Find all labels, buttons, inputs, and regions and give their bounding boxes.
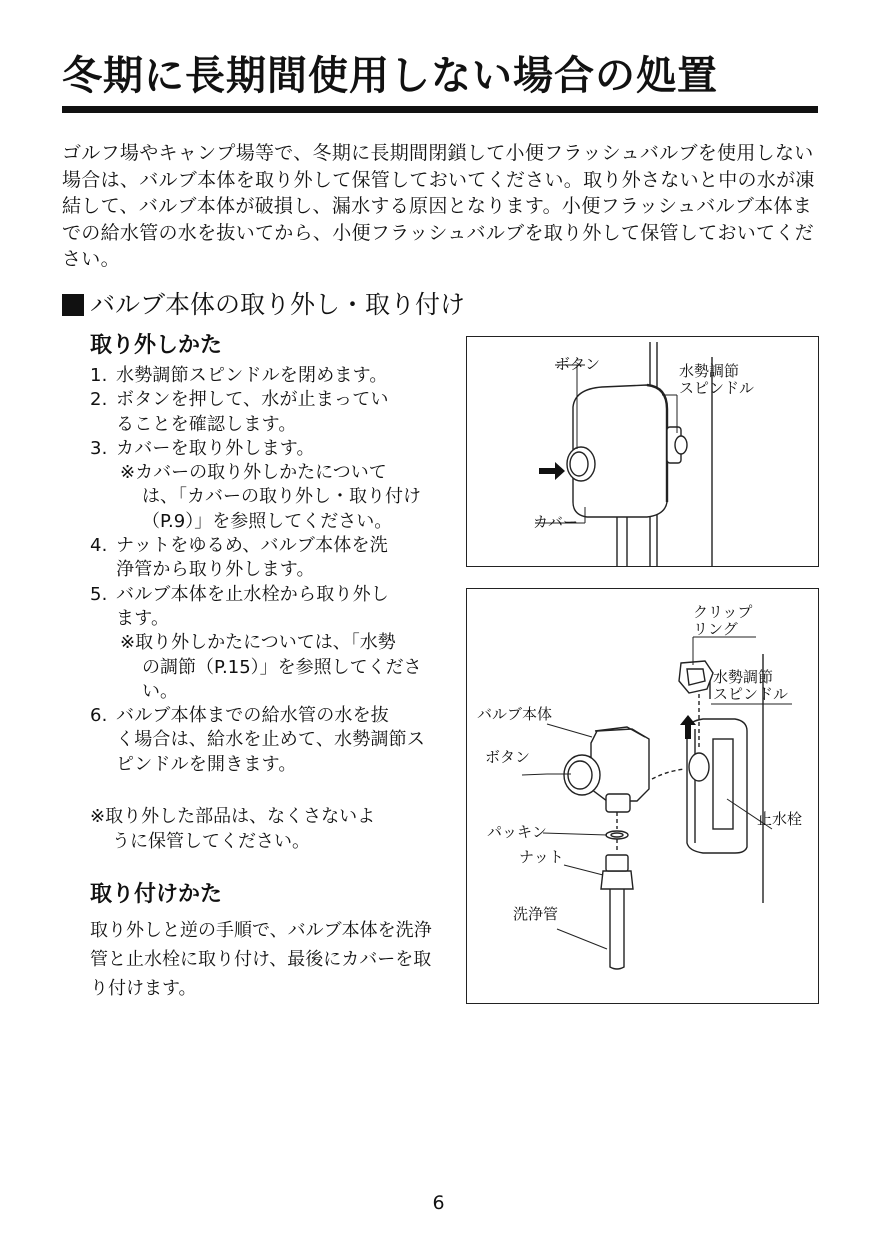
step-6: 6. バルブ本体までの給水管の水を抜 く場合は、給水を止めて、水勢調節スピンドルを開きます。 (90, 705, 426, 775)
step-4: 4. ナットをゆるめ、バルブ本体を洗 浄管から取り外します。 (90, 535, 388, 581)
step-3: 3. カバーを取り外します。 (90, 437, 315, 459)
label-valve-body: バルブ本体 (477, 705, 553, 723)
label-stop-valve: 止水栓 (757, 810, 803, 828)
page-number: 6 (432, 1192, 445, 1214)
label-flush-pipe: 洗浄管 (513, 905, 559, 923)
figure-valve-cover (466, 336, 819, 567)
label-clip-ring: クリップ リング (693, 603, 753, 638)
label-button: ボタン (555, 355, 601, 373)
step-1: 1. 水勢調節スピンドルを閉めます。 (90, 365, 388, 386)
page-title: 冬期に長期間使用しない場合の処置 (62, 53, 718, 99)
removal-steps (90, 364, 440, 777)
step-3-note: ※カバーの取り外しかたについて は、「カバーの取り外し・取り付け（P.9）」を参照してください。 (120, 462, 421, 532)
section-heading-text: バルブ本体の取り外し・取り付け (90, 290, 466, 319)
label-nut: ナット (519, 848, 564, 866)
install-heading: 取り付けかた (90, 882, 223, 907)
figure-exploded-view (466, 588, 819, 1004)
section-heading (62, 288, 465, 322)
valve-cover-illustration (467, 337, 818, 566)
label-packing: パッキン (487, 823, 547, 841)
label-spindle: 水勢調節 スピンドル (713, 668, 789, 703)
title-underline (62, 106, 818, 113)
intro-paragraph: ゴルフ場やキャンプ場等で、冬期に長期間閉鎖して小便フラッシュバルブを使用しない場合は、バルブ本体を取り外して保管しておいてください。取り外さないと中の水が凍結して、バルブ本体が破損し、漏水する原因となります。小便フラッシュバルブ本体までの給水管の水を抜いてから、小便フラッシュバルブを取り外して保管しておいてください。 (62, 142, 815, 270)
exploded-view-illustration (467, 589, 818, 1003)
black-square-icon (62, 294, 84, 316)
label-spindle: 水勢調節 スピンドル (679, 362, 755, 397)
storage-note: ※取り外した部品は、なくさないよ うに保管してください。 (90, 806, 376, 852)
removal-heading: 取り外しかた (90, 333, 223, 358)
install-text: 取り外しと逆の手順で、バルブ本体を洗浄管と止水栓に取り付け、最後にカバーを取り付けます。 (90, 920, 432, 999)
step-5-note: ※取り外しかたについては、「水勢 の調節（P.15）」を参照してください。 (120, 632, 422, 702)
push-arrow-icon (539, 462, 565, 480)
label-button: ボタン (485, 748, 531, 766)
step-2: 2. ボタンを押して、水が止まってい ることを確認します。 (90, 389, 389, 435)
label-cover: カバー (533, 513, 579, 531)
step-5: 5. バルブ本体を止水栓から取り外し ます。 (90, 583, 389, 629)
